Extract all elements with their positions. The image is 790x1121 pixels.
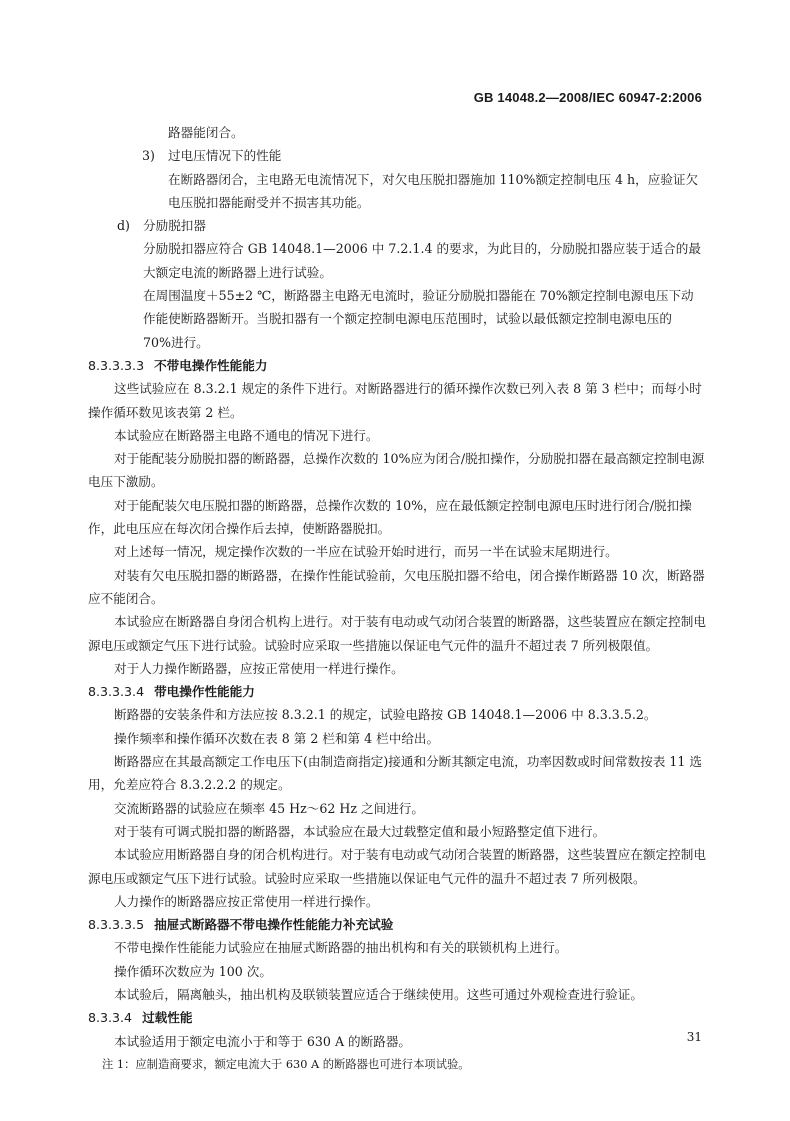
page-number: 31 [686,1030,702,1044]
paragraph: 操作循环次数应为 100 次。 [114,963,272,979]
list-item-text: 过电压情况下的性能 [168,148,282,164]
list-item-marker: 3) [142,148,155,164]
list-item [88,144,706,167]
paragraph: 在周围温度＋55±2 ℃，断路器主电路无电流时，验证分励脱扣器能在 70%额定控制电源电压下动作能使断路器断开。当脱扣器有一个额定控制电源电压范围时，试验以最低额定控制电源电压的 70%进行。 [143,288,694,350]
section-heading [88,680,706,703]
paragraph: 人力操作的断路器应按正常使用一样进行操作。 [114,893,379,909]
list-item-marker: d) [117,218,130,234]
paragraph: 本试验应用断路器自身的闭合机构进行。对于装有电动或气动闭合装置的断路器，这些装置应在额定控制电源电压或额定气压下进行试验。试验时应采取一些措施以保证电气元件的温升不超过表 7 所列极限。 [88,847,706,886]
note: 注 1：应制造商要求，额定电流大于 630 A 的断路器也可进行本项试验。 [102,1057,470,1071]
section-title: 抽屉式断路器不带电操作性能能力补充试验 [154,917,394,933]
paragraph: 这些试验应在 8.3.2.1 规定的条件下进行。对断路器进行的循环操作次数已列入表 8 第 3 栏中；而每小时操作循环数见该表第 2 栏。 [88,381,702,420]
document-header: GB 14048.2—2008/IEC 60947-2:2006 [473,90,702,105]
paragraph: 对上述每一情况，规定操作次数的一半应在试验开始时进行，而另一半在试验末尾期进行。 [114,544,618,560]
section-number: 8.3.3.3.3 [88,357,145,373]
section-heading [88,354,706,377]
paragraph: 断路器的安装条件和方法应按 8.3.2.1 的规定，试验电路按 GB 14048.1—2006 中 8.3.3.5.2。 [114,707,657,723]
section-title: 不带电操作性能能力 [154,357,268,373]
paragraph: 对装有欠电压脱扣器的断路器，在操作性能试验前，欠电压脱扣器不给电，闭合操作断路器 10 次，断路器应不能闭合。 [88,567,705,606]
paragraph: 不带电操作性能能力试验应在抽屉式断路器的抽出机构和有关的联锁机构上进行。 [114,940,568,956]
paragraph: 分励脱扣器应符合 GB 14048.1—2006 中 7.2.1.4 的要求，为此目的，分励脱扣器应装于适合的最大额定电流的断路器上进行试验。 [143,241,701,280]
section-heading [88,1006,706,1029]
section-title: 带电操作性能能力 [154,684,255,700]
section-number: 8.3.3.4 [88,1010,133,1026]
section-number: 8.3.3.3.5 [88,917,145,933]
paragraph: 操作频率和操作循环次数在表 8 第 2 栏和第 4 栏中给出。 [114,730,440,746]
paragraph: 本试验应在断路器自身闭合机构上进行。对于装有电动或气动闭合装置的断路器，这些装置应在额定控制电源电压或额定气压下进行试验。试验时应采取一些措施以保证电气元件的温升不超过表 7 所列极限值。 [88,614,706,653]
paragraph: 路器能闭合。 [168,125,244,140]
section-number: 8.3.3.3.4 [88,684,145,700]
section-title: 过载性能 [142,1010,193,1026]
paragraph: 本试验后，隔离触头，抽出机构及联锁装置应适合于继续使用。这些可通过外观检查进行验证。 [114,986,643,1002]
section-heading [88,913,706,936]
paragraph: 对于能配装分励脱扣器的断路器，总操作次数的 10%应为闭合/脱扣操作，分励脱扣器在最高额定控制电源电压下激励。 [88,451,705,490]
paragraph: 本试验应在断路器主电路不通电的情况下进行。 [114,427,379,443]
paragraph: 交流断路器的试验应在频率 45 Hz～62 Hz 之间进行。 [114,800,424,816]
list-item-text: 分励脱扣器 [143,218,206,234]
paragraph: 对于人力操作断路器，应按正常使用一样进行操作。 [114,660,404,676]
document-body [88,121,706,1076]
paragraph: 对于能配装欠电压脱扣器的断路器，总操作次数的 10%，应在最低额定控制电源电压时进行闭合/脱扣操作，此电压应在每次闭合操作后去掉，使断路器脱扣。 [88,497,692,537]
paragraph: 本试验适用于额定电流小于和等于 630 A 的断路器。 [114,1033,412,1049]
paragraph: 对于装有可调式脱扣器的断路器，本试验应在最大过载整定值和最小短路整定值下进行。 [114,823,606,839]
paragraph: 断路器应在其最高额定工作电压下(由制造商指定)接通和分断其额定电流，功率因数或时间常数按表 11 选用，允差应符合 8.3.2.2.2 的规定。 [88,754,702,793]
list-item [88,214,706,237]
paragraph: 在断路器闭合，主电路无电流情况下，对欠电压脱扣器施加 110%额定控制电压 4 h，应验证欠电压脱扣器能耐受并不损害其功能。 [168,171,699,210]
